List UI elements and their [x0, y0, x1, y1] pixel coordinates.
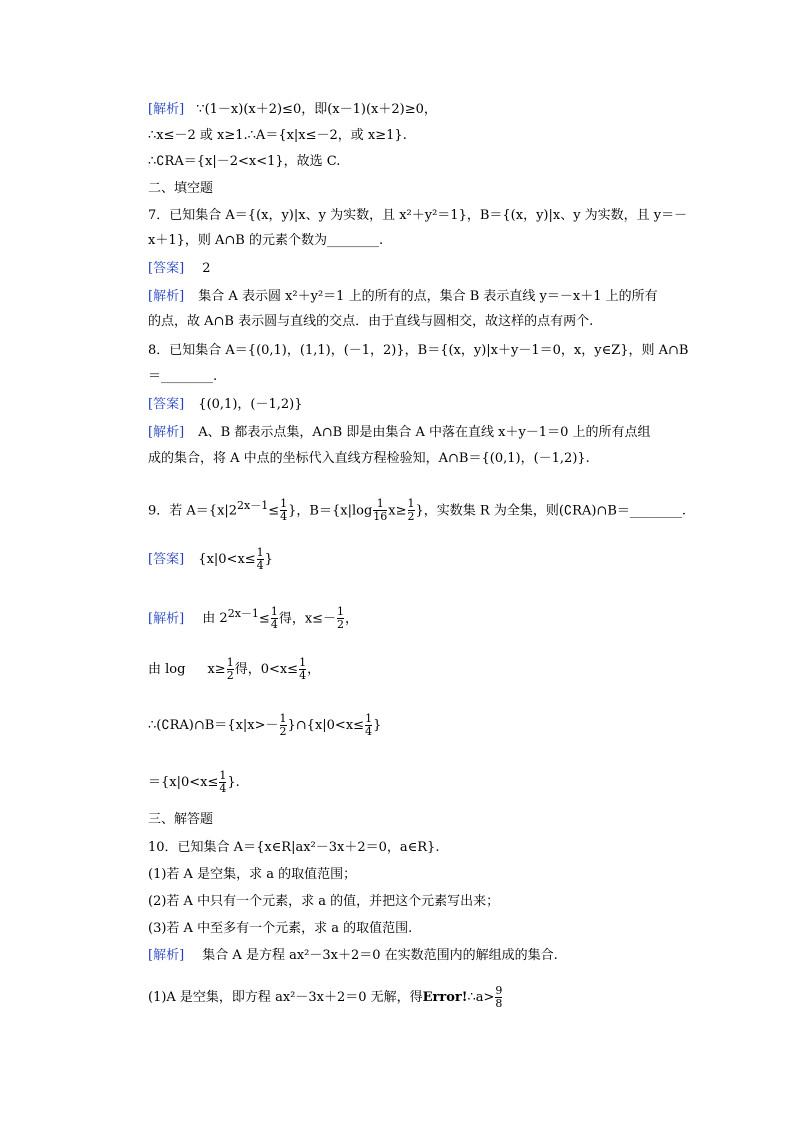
- text: x≥: [388, 503, 407, 519]
- numerator: 1: [376, 497, 384, 511]
- error-text: Error!: [422, 990, 468, 1005]
- text: ≤: [268, 503, 280, 519]
- text: ，: [307, 662, 321, 677]
- text: (2)若 A 中只有一个元素，求 a 的值，并把这个元素写出来；: [148, 894, 500, 909]
- denominator: 4: [270, 618, 278, 632]
- question-7-line2: [148, 233, 383, 249]
- text: (1)A 是空集，即方程 ax²－3x＋2＝0 无解，得: [148, 990, 423, 1005]
- text: 由 log: [148, 662, 186, 677]
- text: ∴x≤－2 或 x≥1.∴A＝{x|x≤－2，或 x≥1}.: [148, 128, 407, 143]
- numerator: 1: [226, 656, 234, 669]
- numerator: 1: [280, 497, 288, 511]
- text: {x|0<x≤: [198, 552, 256, 567]
- numerator: 1: [219, 769, 227, 782]
- numerator: 9: [495, 984, 503, 997]
- text: }: [373, 718, 382, 733]
- text: 由 2: [202, 611, 228, 627]
- text: }，B＝{x|log: [288, 503, 373, 519]
- numerator: 1: [270, 605, 278, 619]
- denominator: 2: [337, 618, 345, 632]
- denominator: 4: [256, 559, 264, 572]
- answer-tag: [答案]: [148, 397, 185, 412]
- text: 集合 A 是方程 ax²－3x＋2＝0 在实数范围内的解组成的集合.: [202, 948, 558, 963]
- analysis-8-line1: [148, 425, 650, 441]
- denominator: 2: [226, 669, 234, 682]
- fraction-1-4: [365, 713, 372, 738]
- analysis-9-line1: [148, 594, 358, 639]
- numerator: 1: [365, 712, 373, 725]
- fraction-9-8: [495, 985, 502, 1010]
- question-9: [148, 486, 686, 531]
- question-8-line2: [148, 369, 217, 385]
- numerator: 1: [337, 605, 345, 619]
- analysis-10: [148, 948, 558, 964]
- question-7-line1: [148, 208, 687, 224]
- numerator: 1: [407, 497, 415, 511]
- question-10-part1: [148, 867, 356, 883]
- fraction-1-4: [219, 770, 226, 795]
- text: ∴(∁RA)∩B＝{x|x>－: [148, 718, 279, 733]
- answer-value: 2: [202, 261, 211, 276]
- answer-tag: [答案]: [148, 261, 185, 276]
- text: ＝{x|0<x≤: [148, 775, 219, 790]
- answer-tag: [答案]: [148, 552, 185, 567]
- text: }∩{x|0<x≤: [287, 718, 365, 733]
- line-analysis-6c: [148, 154, 340, 170]
- denominator: 4: [299, 669, 307, 682]
- analysis-9-line2: [148, 650, 320, 690]
- section-fill-blank: [148, 181, 213, 197]
- analysis-tag: [解析]: [148, 425, 185, 440]
- exponent: 2x－1: [227, 607, 259, 620]
- fraction-1-2: [337, 606, 344, 631]
- fraction-1-16: [373, 498, 387, 523]
- answer-value: {(0,1)，(－1,2)}: [198, 397, 303, 412]
- analysis-8-line2: [148, 451, 590, 467]
- answer-9: [148, 540, 273, 580]
- text: }: [264, 552, 273, 567]
- fraction-1-4: [299, 657, 306, 682]
- numerator: 1: [279, 712, 287, 725]
- question-10: [148, 840, 439, 856]
- exponent: 2x－1: [237, 499, 269, 512]
- analysis-tag: [解析]: [148, 289, 185, 304]
- text: 7．已知集合 A＝{(x，y)|x、y 为实数，且 x²＋y²＝1}，B＝{(x，y)|x、y 为实数，且 y＝－: [148, 208, 688, 223]
- question-10-part2: [148, 894, 499, 910]
- text: 9．若 A＝{x|2: [148, 503, 238, 519]
- text: x≥: [207, 662, 226, 677]
- analysis-7-line1: [148, 289, 658, 305]
- fraction-1-4: [280, 498, 287, 523]
- text: ∴∁RA＝{x|－2<x<1}，故选 C.: [148, 154, 341, 169]
- text: 成的集合，将 A 中点的坐标代入直线方程检验知，A∩B＝{(0,1)，(－1,2)}.: [148, 451, 590, 466]
- question-10-part3: [148, 921, 412, 937]
- numerator: 1: [256, 546, 264, 559]
- analysis-10-part1: [148, 976, 503, 1020]
- text: 的点，故 A∩B 表示圆与直线的交点．由于直线与圆相交，故这样的点有两个.: [148, 314, 594, 329]
- analysis-9-line4: [148, 763, 240, 803]
- text: x＋1}，则 A∩B 的元素个数为________.: [148, 233, 384, 248]
- fraction-1-2: [280, 713, 287, 738]
- section-title: 三、解答题: [148, 812, 214, 827]
- analysis-tag: [解析]: [148, 611, 185, 627]
- fraction-1-2: [408, 498, 415, 523]
- text: 得，x≤－: [278, 611, 337, 627]
- answer-7: [148, 261, 211, 277]
- section-solve: [148, 812, 213, 828]
- text: 得，0<x≤: [234, 662, 299, 677]
- line-analysis-6b: [148, 128, 407, 144]
- text: ∵(1－x)(x＋2)≤0，即(x－1)(x＋2)≥0，: [196, 102, 437, 117]
- denominator: 2: [279, 725, 287, 738]
- denominator: 4: [219, 782, 227, 795]
- text: ＝________.: [148, 369, 218, 384]
- text: 集合 A 表示圆 x²＋y²＝1 上的所有的点，集合 B 表示直线 y＝－x＋1 上的所有: [198, 289, 658, 304]
- text: A、B 都表示点集，A∩B 即是由集合 A 中落在直线 x＋y－1＝0 上的所有点组: [198, 425, 651, 440]
- denominator: 4: [365, 725, 373, 738]
- text: }.: [227, 775, 240, 790]
- text: ≤: [258, 611, 270, 627]
- answer-8: [148, 397, 302, 413]
- text: 8．已知集合 A＝{(0,1)，(1,1)，(－1，2)}，B＝{(x，y)|x＋y－1＝0，x，y∈Z}，则 A∩B: [148, 343, 689, 358]
- text: 10．已知集合 A＝{x∈R|ax²－3x＋2＝0，a∈R}.: [148, 840, 440, 855]
- text: (1)若 A 是空集，求 a 的取值范围；: [148, 867, 357, 882]
- denominator: 4: [280, 510, 288, 524]
- denominator: 2: [407, 510, 415, 524]
- text: ∴a>: [467, 990, 495, 1005]
- fraction-1-2: [227, 657, 234, 682]
- fraction-1-4: [271, 606, 278, 631]
- section-title: 二、填空题: [148, 181, 214, 196]
- question-8-line1: [148, 343, 688, 359]
- text: (3)若 A 中至多有一个元素，求 a 的取值范围.: [148, 921, 413, 936]
- analysis-9-line3: [148, 706, 381, 746]
- analysis-tag: [解析]: [148, 102, 185, 117]
- analysis-tag: [解析]: [148, 948, 185, 963]
- fraction-1-4: [257, 547, 264, 572]
- analysis-7-line2: [148, 314, 593, 330]
- line-analysis-6a: [148, 102, 437, 118]
- denominator: 16: [373, 510, 388, 524]
- text: }，实数集 R 为全集，则(∁RA)∩B＝________.: [415, 503, 687, 519]
- numerator: 1: [299, 656, 307, 669]
- text: ，: [345, 611, 359, 627]
- denominator: 8: [495, 997, 503, 1010]
